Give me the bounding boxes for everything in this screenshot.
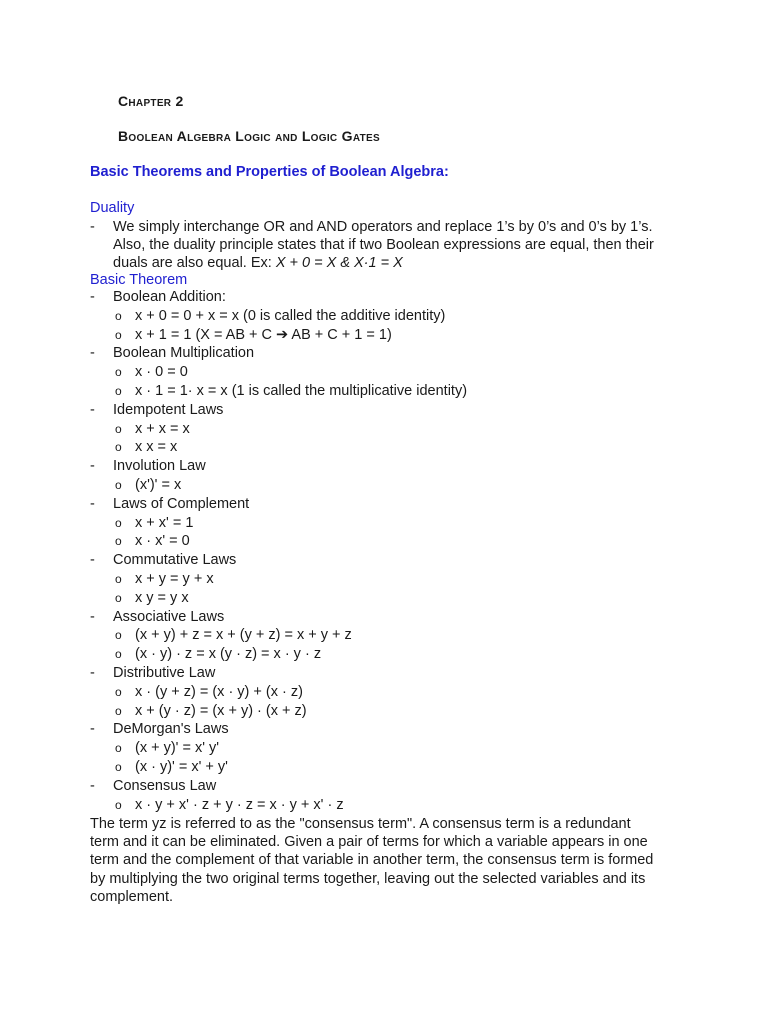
- law-item: o x + x' = 1: [115, 514, 194, 531]
- bullet-marker: o: [115, 421, 122, 436]
- law-item: o (x')' = x: [115, 477, 182, 493]
- dash-marker: -: [90, 345, 95, 362]
- bullet-marker: o: [115, 684, 122, 699]
- bullet-marker: o: [115, 515, 122, 530]
- law-item: o x · y + x' · z + y · z = x · y + x' · z: [115, 796, 344, 813]
- law-item: o x · x' = 0: [115, 533, 190, 550]
- bullet-marker: o: [115, 760, 122, 774]
- law-item: o (x + y)' = x' y': [115, 740, 220, 757]
- bullet-marker: o: [115, 327, 122, 342]
- law-name: - DeMorgan's Laws: [90, 721, 229, 738]
- dash-marker: -: [90, 721, 95, 738]
- paragraph-line: term and the complement of that variable in another term, the consensus term is formed: [90, 852, 654, 869]
- dash-marker: -: [90, 495, 95, 512]
- law-item: o (x · y) · z = x (y · z) = x · y · z: [115, 646, 322, 663]
- law-name: - Involution Law: [90, 458, 206, 475]
- law-item: o x + x = x: [115, 420, 190, 437]
- bullet-marker: o: [115, 308, 122, 323]
- law-name: - Distributive Law: [90, 665, 216, 681]
- chapter-label: Chapter 2: [118, 93, 184, 109]
- consensus-paragraph: [90, 815, 690, 906]
- dash-marker: -: [90, 665, 95, 681]
- bullet-marker: o: [115, 478, 122, 492]
- bullet-marker: o: [115, 590, 122, 605]
- law-item: o x · 0 = 0: [115, 364, 188, 381]
- law-item: o (x · y)' = x' + y': [115, 759, 228, 775]
- law-item: o x + (y · z) = (x + y) · (x + z): [115, 702, 307, 719]
- law-item: o x · 1 = 1· x = x (1 is called the multiplicative identity): [115, 383, 468, 399]
- law-name: - Commutative Laws: [90, 552, 237, 569]
- basic-theorem-title: Basic Theorem: [90, 272, 188, 288]
- law-item: o (x + y) + z = x + (y + z) = x + y + z: [115, 627, 352, 644]
- duality-line-2: Also, the duality principle states that if two Boolean expressions are equal, then their: [113, 237, 654, 254]
- law-item: o x + 1 = 1 (X = AB + C ➔ AB + C + 1 = 1): [115, 326, 392, 343]
- law-name: - Associative Laws: [90, 608, 225, 625]
- chapter-title: Boolean Algebra Logic and Logic Gates: [118, 128, 380, 144]
- paragraph-line: term and it can be eliminated. Given a pair of terms for which a variable appears in one: [90, 834, 648, 851]
- bullet-marker: o: [115, 440, 122, 455]
- bullet-marker: o: [115, 534, 122, 549]
- duality-line-3: duals are also equal. Ex: X + 0 = X & X·1 = X: [113, 255, 403, 272]
- duality-line-1: - We simply interchange OR and AND operators and replace 1’s by 0’s and 0’s by 1’s.: [90, 219, 653, 235]
- paragraph-line: complement.: [90, 888, 174, 905]
- dash-marker: -: [90, 458, 95, 475]
- law-item: o x + y = y + x: [115, 571, 214, 587]
- duality-title: Duality: [90, 200, 135, 216]
- duality-block: [90, 218, 690, 273]
- paragraph-line: by multiplying the two original terms together, leaving out the selected variables and its: [90, 870, 646, 887]
- law-name: - Idempotent Laws: [90, 401, 224, 418]
- dash-marker: -: [90, 552, 95, 569]
- paragraph-line: The term yz is referred to as the "consensus term". A consensus term is a redundant: [90, 816, 631, 832]
- bullet-marker: o: [115, 703, 122, 718]
- law-name: - Laws of Complement: [90, 495, 250, 512]
- bullet-marker: o: [115, 365, 122, 380]
- bullet-marker: o: [115, 384, 122, 398]
- dash-marker: -: [90, 608, 95, 625]
- section-heading: Basic Theorems and Properties of Boolean Algebra:: [90, 164, 449, 180]
- law-name: - Boolean Addition:: [90, 289, 226, 305]
- law-item: o x · (y + z) = (x · y) + (x · z): [115, 683, 303, 700]
- bullet-marker: o: [115, 628, 122, 643]
- law-item: o x + 0 = 0 + x = x (0 is called the additive identity): [115, 307, 446, 324]
- law-item: o x x = x: [115, 439, 178, 456]
- bullet-marker: o: [115, 647, 122, 662]
- bullet-marker: o: [115, 797, 122, 812]
- law-name: - Consensus Law: [90, 777, 217, 794]
- duality-example: X + 0 = X & X·1 = X: [275, 255, 403, 272]
- law-name: - Boolean Multiplication: [90, 345, 255, 362]
- dash-marker: -: [90, 219, 95, 235]
- dash-marker: -: [90, 289, 95, 305]
- bullet-marker: o: [115, 572, 122, 586]
- law-item: o x y = y x: [115, 589, 189, 606]
- dash-marker: -: [90, 401, 95, 418]
- bullet-marker: o: [115, 741, 122, 756]
- dash-marker: -: [90, 777, 95, 794]
